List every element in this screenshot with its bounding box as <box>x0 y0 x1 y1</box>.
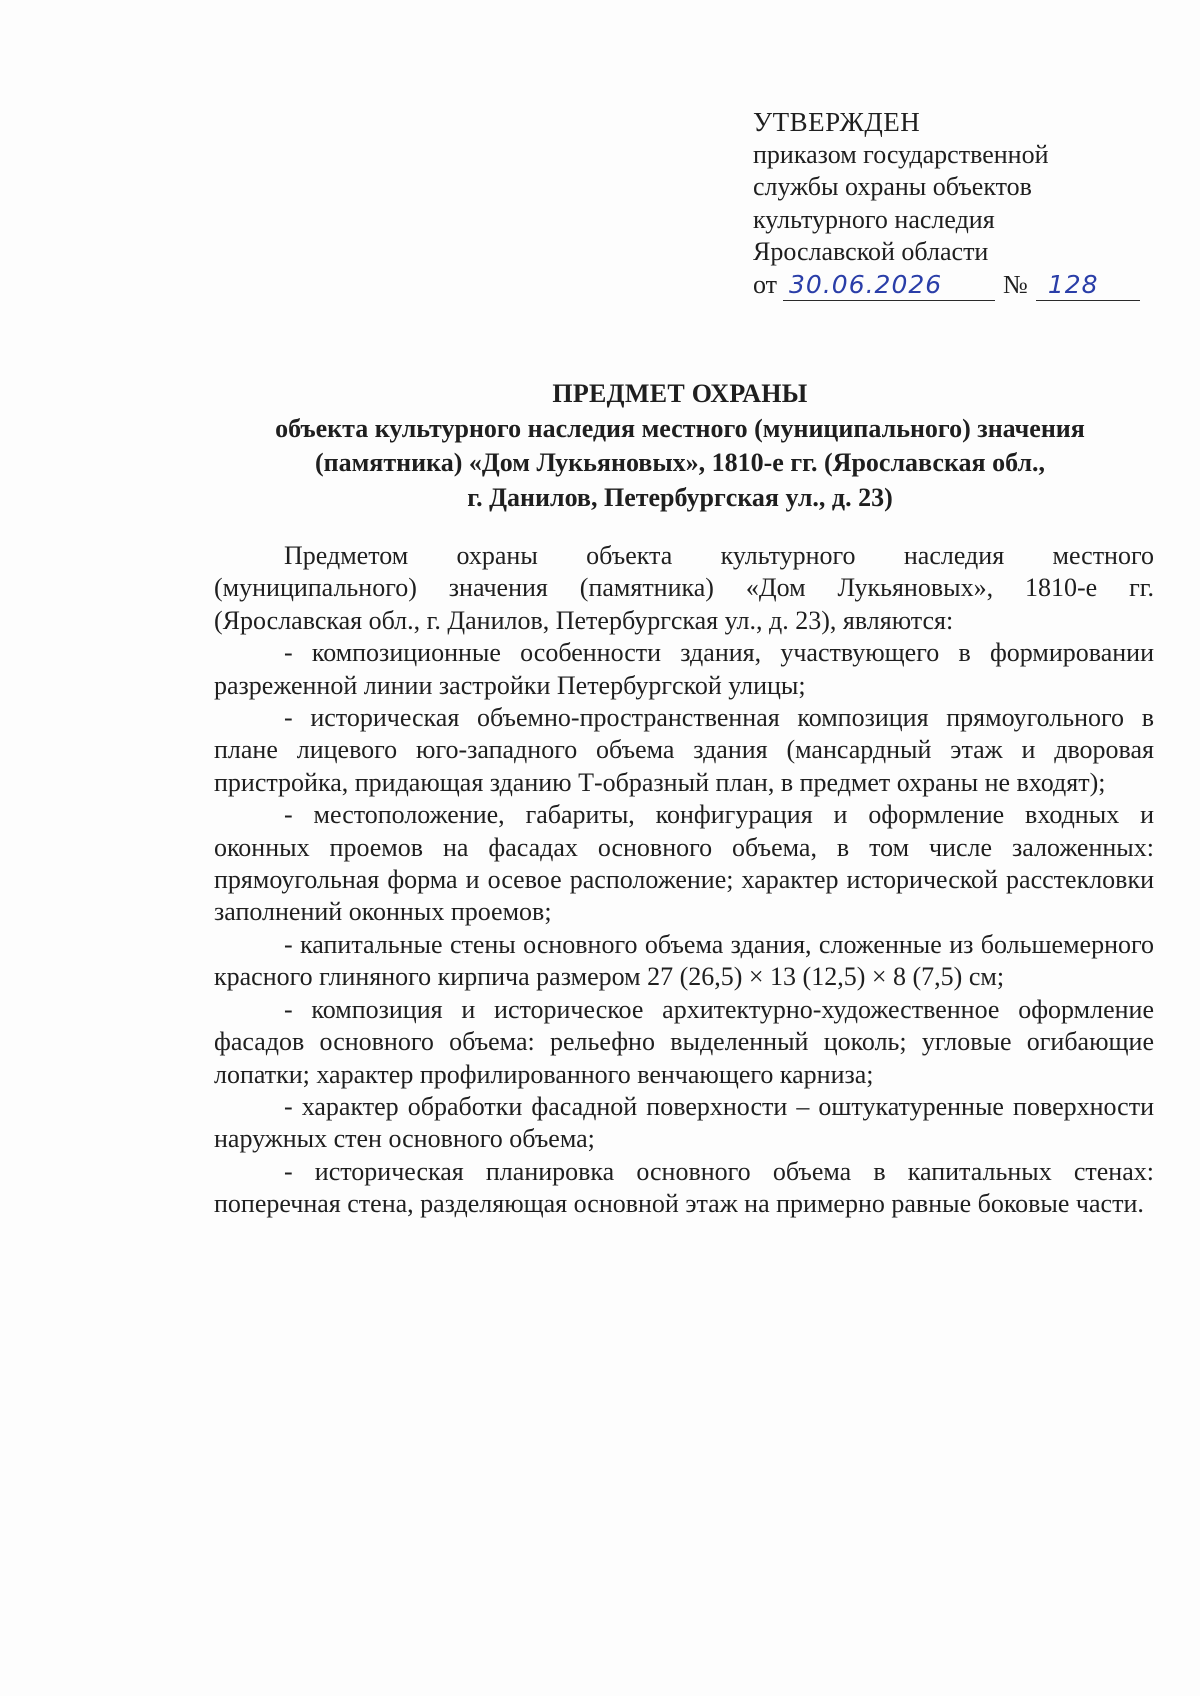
document-body <box>214 540 1154 1221</box>
list-item: - местоположение, габариты, конфигурация и оформление входных и оконных проемов на фасадах основного объема, в том числе заложенных: прямоугольная форма и осевое расположение; характер исторической расстекловки заполнений оконных проемов; <box>214 800 1154 927</box>
number-sign: № <box>1003 269 1028 299</box>
document-title <box>200 377 1160 515</box>
intro-paragraph: Предметом охраны объекта культурного наследия местного (муниципального) значения (памятника) «Дом Лукьяновых», 1810-е гг. (Ярославская обл., г. Данилов, Петербургская ул., д. 23), являются: <box>214 541 1154 635</box>
approval-line: службы охраны объектов <box>753 172 1032 201</box>
approval-heading: УТВЕРЖДЕН <box>753 107 921 137</box>
list-item: - капитальные стены основного объема здания, сложенные из большемерного красного глиняного кирпича размером 27 (26,5) × 13 (12,5) × 8 (7,5) см; <box>214 929 1154 992</box>
list-item: - композиция и историческое архитектурно-художественное оформление фасадов основного объема: рельефно выделенный цоколь; угловые огибающие лопатки; характер профилированного венчающего карниза; <box>214 994 1154 1089</box>
handwritten-date: 30.06.2026 <box>789 270 943 299</box>
list-item: - характер обработки фасадной поверхности – оштукатуренные поверхности наружных стен основного объема; <box>214 1091 1154 1154</box>
approval-line: Ярославской области <box>753 237 989 266</box>
title-main: ПРЕДМЕТ ОХРАНЫ <box>552 379 808 408</box>
handwritten-number: 128 <box>1047 270 1099 299</box>
approval-stamp <box>753 106 1153 301</box>
title-subline: объекта культурного наследия местного (муниципального) значения <box>275 413 1085 443</box>
list-item: - композиционные особенности здания, участвующего в формировании разреженной линии застройки Петербургской улицы; <box>214 638 1154 700</box>
title-subline: г. Данилов, Петербургская ул., д. 23) <box>467 482 893 512</box>
date-field <box>783 270 995 301</box>
approval-line: культурного наследия <box>753 204 995 234</box>
order-date-number-row <box>753 269 1153 302</box>
date-prefix: от <box>753 269 778 299</box>
number-field <box>1036 270 1140 301</box>
approval-line: приказом государственной <box>753 139 1049 169</box>
list-item: - историческая объемно-пространственная композиция прямоугольного в плане лицевого юго-западного объема здания (мансардный этаж и дворовая пристройка, придающая зданию Т-образный план, в предмет охраны не входят); <box>214 703 1154 797</box>
title-subline: (памятника) «Дом Лукьяновых», 1810-е гг. (Ярославская обл., <box>314 448 1046 477</box>
list-item: - историческая планировка основного объема в капитальных стенах: поперечная стена, разделяющая основной этаж на примерно равные боковые части. <box>214 1156 1154 1219</box>
